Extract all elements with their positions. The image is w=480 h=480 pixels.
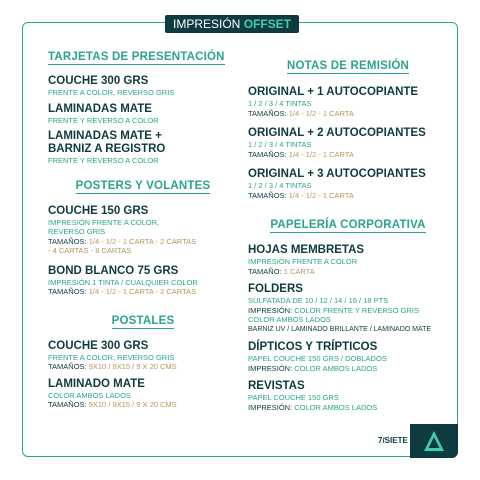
- sizes-value: 1/4 - 1/2 - 1 CARTA - 2 CARTAS: [88, 236, 197, 246]
- item-title-line1: LAMINADAS MATE +: [48, 130, 162, 142]
- page-title: [165, 15, 299, 33]
- section-heading-postales: POSTALES: [111, 314, 175, 327]
- item-title: DÍPTICOS Y TRÍPTICOS: [248, 341, 378, 353]
- sizes-label: TAMAÑOS:: [48, 287, 89, 296]
- sizes-value: 1/4 - 1/2 - 1 CARTA: [288, 108, 354, 118]
- impresion-value: COLOR AMBOS LADOS: [294, 363, 378, 373]
- section-heading-tarjetas: TARJETAS DE PRESENTACIÓN: [48, 51, 225, 63]
- item-sub: IMPRESIÓN FRENTE A COLOR: [248, 257, 358, 266]
- sizes-value: 9X10 / 9X15 / 9 X 20 CMS: [88, 362, 177, 371]
- item-folders: [248, 283, 448, 334]
- item-title: ORIGINAL + 3 AUTOCOPIANTES: [248, 168, 426, 180]
- item-postal-couche: [48, 340, 238, 372]
- sizes-label: TAMAÑOS:: [248, 108, 289, 118]
- size-value: 1 CARTA: [283, 266, 315, 276]
- item-nota-2: [248, 127, 448, 159]
- section-heading-notas: NOTAS DE REMISIÓN: [286, 60, 410, 72]
- sizes-value: 1/4 - 1/2 - 1 CARTA: [288, 190, 354, 200]
- right-column: [248, 60, 448, 412]
- item-title: COUCHE 300 GRS: [48, 75, 149, 87]
- item-poster-bond: [48, 265, 238, 297]
- item-title: ORIGINAL + 2 AUTOCOPIANTES: [248, 127, 426, 139]
- item-tintas: 1 / 2 / 3 / 4 TINTAS: [248, 99, 312, 108]
- item-extra-1: COLOR AMBOS LADOS: [248, 315, 331, 324]
- item-tintas: 1 / 2 / 3 / 4 TINTAS: [248, 181, 312, 190]
- item-sub: COLOR AMBOS LADOS: [48, 390, 131, 400]
- item-title: LAMINADAS MATE: [48, 102, 152, 115]
- sizes-value: 1/4 - 1/2 - 1 CARTA: [288, 149, 354, 159]
- impresion-value: COLOR FRENTE Y REVERSO GRIS: [294, 305, 420, 315]
- item-postal-laminado: [48, 378, 238, 410]
- sizes-label: TAMAÑOS:: [248, 190, 289, 200]
- sizes-label: TAMAÑOS:: [248, 149, 289, 159]
- item-tintas: 1 / 2 / 3 / 4 TINTAS: [248, 140, 312, 149]
- page-number: 7/SIETE: [378, 436, 408, 445]
- item-sub: PAPEL COUCHE 150 GRS / DOBLADOS: [248, 354, 387, 363]
- size-label: TAMAÑO:: [248, 266, 284, 276]
- item-sub: FRENTE Y REVERSO A COLOR: [48, 115, 159, 125]
- item-title-line2: BARNIZ A REGISTRO: [48, 143, 166, 155]
- item-dipticos: [248, 341, 448, 373]
- item-nota-1: [248, 86, 448, 118]
- sizes-value: 9X10 / 9X15 / 9 X 20 CMS: [88, 400, 177, 409]
- item-tarjeta-couche: [48, 75, 238, 98]
- section-heading-papeleria: PAPELERÍA CORPORATIVA: [270, 219, 426, 231]
- sizes-value-cont: - 4 CARTAS - 8 CARTAS: [48, 246, 132, 255]
- item-title: REVISTAS: [248, 380, 305, 392]
- item-tarjeta-barniz: [48, 130, 238, 166]
- item-title: COUCHE 300 GRS: [48, 339, 149, 352]
- title-accent: OFFSET: [243, 17, 292, 31]
- item-revistas: [248, 380, 448, 412]
- brand-logo: [410, 424, 458, 458]
- section-heading-posters: POSTERS Y VOLANTES: [75, 179, 211, 192]
- item-sub: FRENTE Y REVERSO A COLOR: [48, 156, 159, 165]
- item-hojas: [248, 244, 448, 276]
- item-sub: IMPRESIÓN 1 TINTA / CUALQUIER COLOR: [48, 277, 198, 287]
- item-sub: FRENTE A COLOR, REVERSO GRIS: [48, 352, 175, 362]
- item-sub-line2: REVERSO GRIS: [48, 227, 106, 236]
- item-title: ORIGINAL + 1 AUTOCOPIANTE: [248, 86, 419, 98]
- item-sub: FRENTE A COLOR, REVERSO GRIS: [48, 88, 175, 97]
- sizes-label: TAMAÑOS:: [48, 236, 89, 246]
- impresion-value: COLOR AMBOS LADOS: [294, 402, 378, 412]
- title-main: IMPRESIÓN: [173, 17, 244, 31]
- item-extra-2: BARNIZ UV / LAMINADO BRILLANTE / LAMINADO MATE: [248, 325, 432, 333]
- sizes-label: TAMAÑOS:: [48, 362, 89, 371]
- item-sub: SULFATADA DE 10 / 12 / 14 / 16 / 18 PTS: [248, 296, 389, 305]
- item-nota-3: [248, 168, 448, 200]
- delta-logo-icon: [422, 429, 446, 453]
- item-title: BOND BLANCO 75 GRS: [48, 264, 179, 277]
- item-title: COUCHE 150 GRS: [48, 204, 149, 217]
- item-poster-couche: [48, 205, 238, 256]
- sizes-label: TAMAÑOS:: [48, 400, 89, 409]
- left-column: [48, 51, 238, 410]
- item-title: LAMINADO MATE: [48, 377, 145, 390]
- item-sub: PAPEL COUCHE 150 GRS: [248, 393, 339, 402]
- item-title: FOLDERS: [248, 283, 303, 295]
- item-tarjeta-laminadas: [48, 103, 238, 126]
- impresion-label: IMPRESIÓN:: [248, 402, 295, 412]
- sizes-value: 1/4 - 1/2 - 1 CARTA - 2 CARTAS: [88, 287, 197, 296]
- item-sub-line1: IMPRESIÓN FRENTE A COLOR,: [48, 217, 160, 227]
- item-title: HOJAS MEMBRETAS: [248, 244, 365, 256]
- impresion-label: IMPRESIÓN:: [248, 363, 295, 373]
- impresion-label: IMPRESIÓN:: [248, 305, 295, 315]
